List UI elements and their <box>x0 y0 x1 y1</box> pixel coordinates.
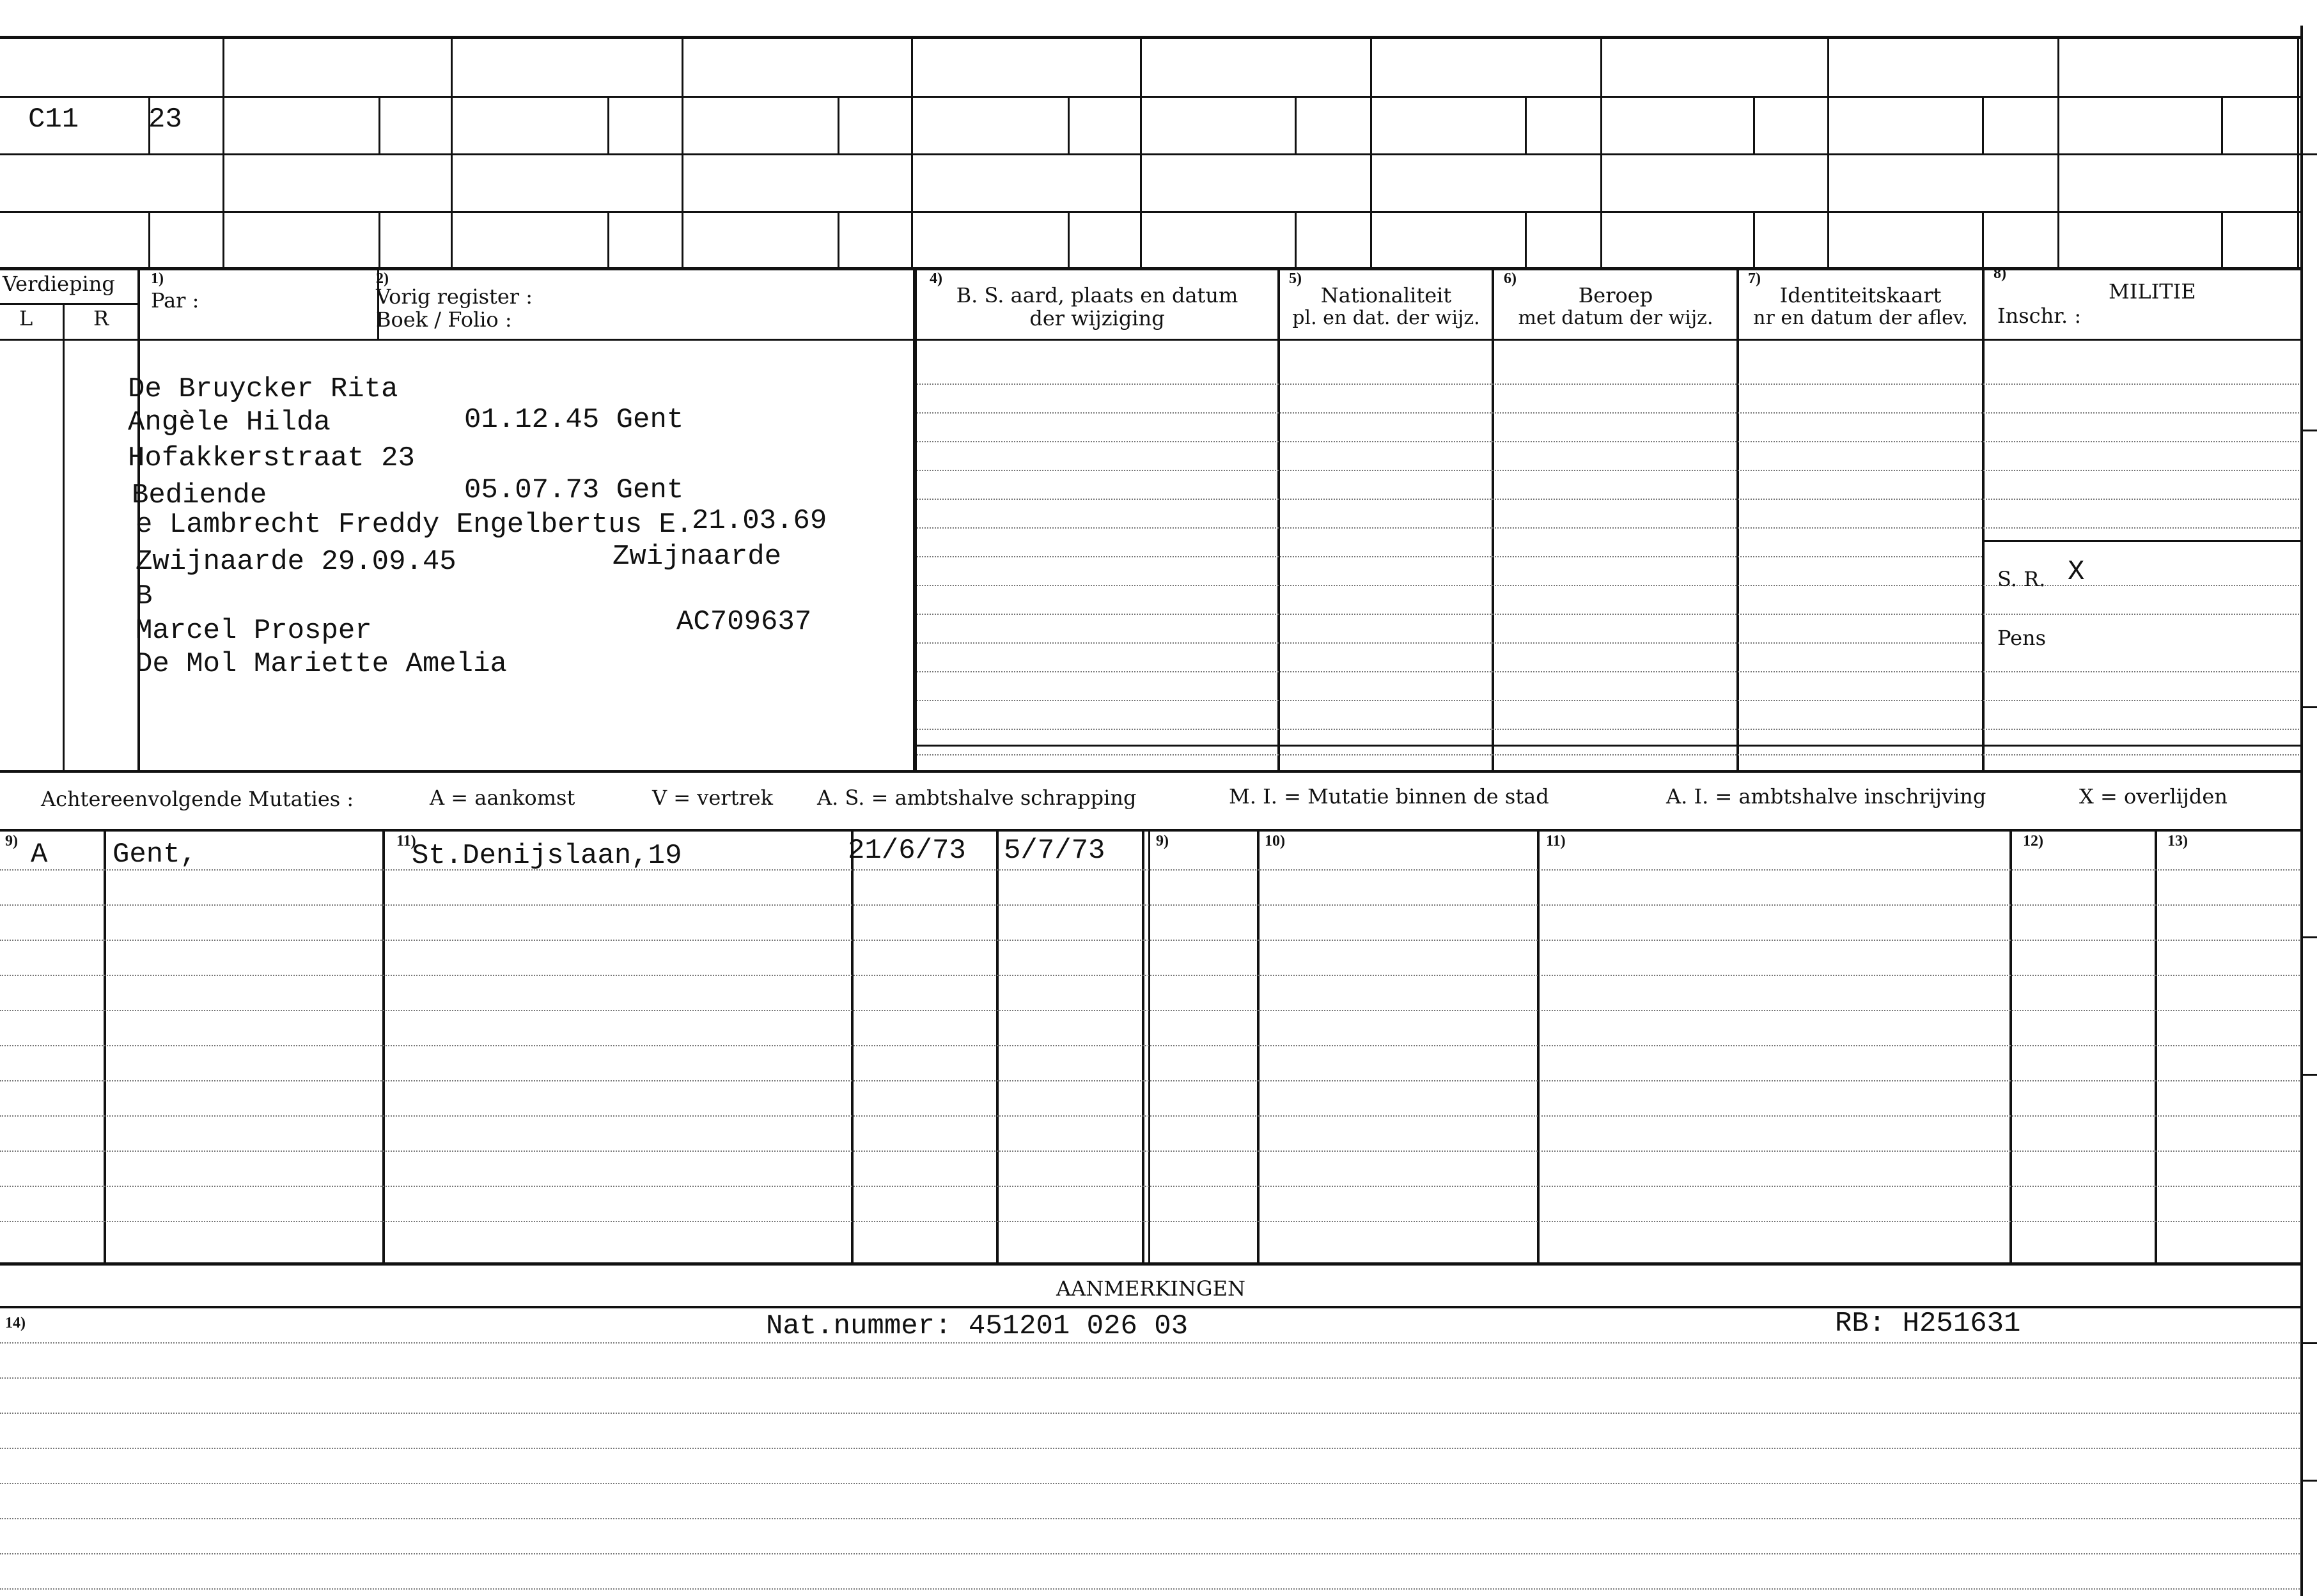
national-number: Nat.nummer: 451201 026 03 <box>766 1310 1189 1342</box>
col9b-number: 9) <box>1156 833 1169 849</box>
sr-value: X <box>2068 556 2085 588</box>
spouse-birth-place: Zwijnaarde <box>612 541 782 573</box>
mutation-address: St.Denijslaan,19 <box>412 840 682 872</box>
top-number: 23 <box>148 104 182 136</box>
person-job: Bediende <box>132 479 267 511</box>
spouse-birth: Zwijnaarde 29.09.45 <box>136 546 456 578</box>
mutation-place: Gent, <box>113 839 198 871</box>
mutation-type: A <box>31 839 48 871</box>
col6-number: 6) <box>1504 270 1517 287</box>
col1-number: 1) <box>151 270 164 287</box>
col10-number: 10) <box>1265 833 1285 849</box>
col6-label-line1: Beroep <box>1578 283 1653 307</box>
legend-mi: M. I. = Mutatie binnen de stad <box>1229 784 1549 809</box>
col13-number: 13) <box>2167 833 2188 849</box>
legend-intro: Achtereenvolgende Mutaties : <box>41 787 354 811</box>
col1-label: Par : <box>151 288 199 313</box>
person-address: Hofakkerstraat 23 <box>128 442 415 474</box>
militie-label: MILITIE <box>2109 279 2196 304</box>
col8-number: 8) <box>1993 265 2006 282</box>
person-birth: 01.12.45 Gent <box>464 404 684 436</box>
col7-number: 7) <box>1748 270 1761 287</box>
col4-label-line1: B. S. aard, plaats en datum <box>956 283 1238 307</box>
verdieping-r: R <box>93 306 109 330</box>
person-job-date: 05.07.73 Gent <box>464 474 684 506</box>
mutation-date-registered: 5/7/73 <box>1004 835 1105 867</box>
col7-label-line2: nr en datum der aflev. <box>1753 307 1968 329</box>
person-line7: B <box>136 580 153 612</box>
legend-a: A = aankomst <box>430 786 575 810</box>
legend-as: A. S. = ambtshalve schrapping <box>817 786 1137 810</box>
col11-number: 11) <box>396 833 416 849</box>
verdieping-label: Verdieping <box>3 272 115 296</box>
pens-label: Pens <box>1997 626 2047 650</box>
id-card-number: AC709637 <box>676 606 812 638</box>
rb-number: RB: H251631 <box>1835 1308 2021 1340</box>
col4-label-line2: der wijziging <box>1029 306 1165 330</box>
col5-label-line2: pl. en dat. der wijz. <box>1292 307 1480 329</box>
col6-label-line2: met datum der wijz. <box>1518 307 1713 329</box>
col5-number: 5) <box>1289 270 1302 287</box>
col9-number: 9) <box>5 833 18 849</box>
legend-x: X = overlijden <box>2079 784 2227 809</box>
col2-number: 2) <box>376 270 389 287</box>
person-name: De Bruycker Rita <box>128 373 398 405</box>
spouse-date: 21.03.69 <box>692 505 827 537</box>
col11b-number: 11) <box>1546 833 1566 849</box>
sr-label: S. R. <box>1997 567 2046 591</box>
col12-number: 12) <box>2023 833 2043 849</box>
col4-number: 4) <box>930 270 942 287</box>
top-code: C11 <box>28 104 79 136</box>
verdieping-l: L <box>19 306 33 330</box>
col14-number: 14) <box>5 1315 26 1331</box>
col2-label-line2: Boek / Folio : <box>376 307 512 332</box>
mother-name: De Mol Mariette Amelia <box>136 648 507 680</box>
remarks-title: AANMERKINGEN <box>1056 1276 1245 1301</box>
legend-ai: A. I. = ambtshalve inschrijving <box>1666 784 1986 809</box>
col5-label-line1: Nationaliteit <box>1320 283 1452 307</box>
inschr-label: Inschr. : <box>1997 304 2082 328</box>
mutation-date-arrival: 21/6/73 <box>848 835 966 867</box>
spouse-name: e Lambrecht Freddy Engelbertus E. <box>136 509 693 541</box>
col7-label-line1: Identiteitskaart <box>1779 283 1942 307</box>
father-name: Marcel Prosper <box>136 615 372 647</box>
person-given-names: Angèle Hilda <box>128 407 331 438</box>
legend-v: V = vertrek <box>652 786 774 810</box>
col2-label-line1: Vorig register : <box>376 284 533 309</box>
